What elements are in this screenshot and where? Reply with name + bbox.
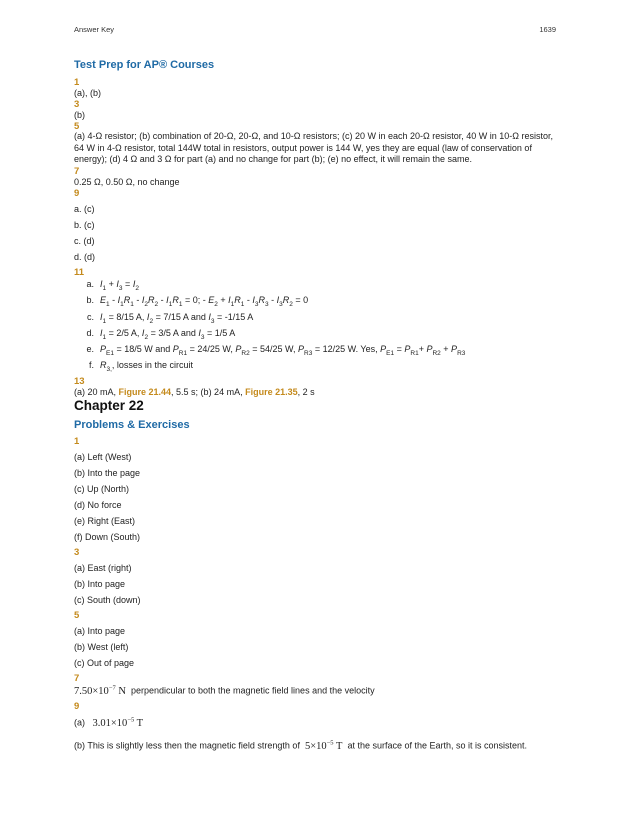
answer-text: (a) $3.01\times 10^{-5}$ T	[74, 716, 144, 729]
math-expression: $3.01\times 10^{-5}$ T	[92, 716, 144, 729]
answer-text: (a), (b)	[74, 88, 101, 98]
answer-text: b. (c)	[74, 220, 95, 230]
question-number: 13	[74, 376, 85, 387]
question-number: 5	[74, 610, 80, 621]
question-number: 3	[74, 547, 80, 558]
question-number: 7	[74, 673, 80, 684]
list-marker: f.	[88, 360, 94, 370]
section-heading-ap: Test Prep for AP® Courses	[74, 59, 215, 71]
page-number: 1639	[539, 25, 556, 34]
answer-text: 0.25 Ω, 0.50 Ω, no change	[74, 177, 180, 187]
answer-text: (b) West (left)	[74, 642, 129, 652]
answer-text: d. (d)	[74, 252, 96, 262]
answer-text: (a) Into page	[74, 626, 126, 636]
equation-text: $P_{E1} = 18/5$ W and $P_{R1} = 24/25$ W, $P_{R2} = 54/25$ W, $P_{R3} = 12/25$ W. Yes, $P_{E1} = P_{R1}+ P_{R2} + P_{R3}$	[100, 344, 466, 357]
chapter-heading: Chapter 22	[74, 398, 144, 413]
question-number: 11	[74, 267, 85, 278]
answer-text: (b)	[74, 110, 85, 120]
answer-text: (f) Down (South)	[74, 532, 141, 542]
answer-text: (c) South (down)	[74, 595, 141, 605]
equation-text: $I_1 = 8/15$ A, $I_2 = 7/15$ A and $I_3 = -1/15$ A	[100, 312, 254, 325]
list-marker: a.	[86, 279, 94, 289]
question-number: 1	[74, 436, 80, 447]
list-marker: e.	[86, 344, 94, 354]
answer-text: $7.50\times 10^{-7}$ N perpendicular to both the magnetic field lines and the velocity	[74, 684, 375, 697]
list-marker: c.	[86, 312, 94, 322]
figure-link[interactable]: Figure 21.35	[245, 387, 298, 397]
list-item	[74, 295, 308, 308]
answer-text: (b) Into page	[74, 579, 126, 589]
answer-text: c. (d)	[74, 236, 95, 246]
equation-text: $I_1 = 2/5$ A, $I_2 = 3/5$ A and $I_3 = 1/5$ A	[100, 328, 236, 341]
math-expression: $5\times 10^{-5}$ T	[304, 739, 343, 752]
list-item	[74, 312, 253, 325]
answer-text: (c) Out of page	[74, 658, 135, 668]
answer-text: (d) No force	[74, 500, 122, 510]
answer-text: (b) This is slightly less then the magnetic field strength of $5\times 10^{-5}$ T at the surface of the Earth, so it is consistent.	[74, 739, 528, 752]
question-number: 1	[74, 77, 80, 88]
running-header-title: Answer Key	[74, 25, 115, 34]
answer-text: (b) Into the page	[74, 468, 141, 478]
answer-text: a. (c)	[74, 204, 95, 214]
list-item	[74, 279, 139, 292]
question-number: 7	[74, 166, 80, 177]
question-number: 5	[74, 121, 80, 132]
question-number: 9	[74, 188, 80, 199]
math-expression: $7.50\times 10^{-7}$ N	[74, 684, 126, 697]
answer-text: (a) East (right)	[74, 563, 132, 573]
list-item	[74, 344, 465, 357]
answer-text: (c) Up (North)	[74, 484, 130, 494]
list-item	[74, 328, 235, 341]
list-marker: b.	[86, 295, 94, 305]
question-number: 9	[74, 701, 80, 712]
equation-text: $I_1 + I_3 = I_2$	[100, 279, 139, 292]
answer-text: (e) Right (East)	[74, 516, 136, 526]
answer-text: (a) Left (West)	[74, 452, 132, 462]
question-number: 3	[74, 99, 80, 110]
section-heading-problems: Problems & Exercises	[74, 419, 190, 431]
answer-paragraph: (a) 4-Ω resistor; (b) combination of 20-Ω, 20-Ω, and 10-Ω resistors; (c) 20 W in each 20-Ω resistor, 40 W in 10-Ω resistor, 64 W in 4-Ω resistor, total 144W total in resistors, output power is 144 W, yes they are equal (law of conservation of energy); (d) 4 Ω and 3 Ω for part (a) and no change for part (b); (e) no effect, it will remain the same.	[74, 131, 554, 165]
answer-text: (a) 20 mA, Figure 21.44, 5.5 s; (b) 24 mA, Figure 21.35, 2 s	[74, 387, 315, 397]
figure-link[interactable]: Figure 21.44	[118, 387, 172, 397]
equation-text: $E_1 - I_1R_1 - I_2R_2 - I_1R_1 = 0$; - $E_2 + I_1R_1 - I_3R_3 - I_3R_2 = 0$	[100, 295, 309, 308]
equation-text: $R_{3,}$, losses in the circuit	[100, 360, 193, 373]
list-item	[74, 360, 193, 373]
list-marker: d.	[86, 328, 94, 338]
